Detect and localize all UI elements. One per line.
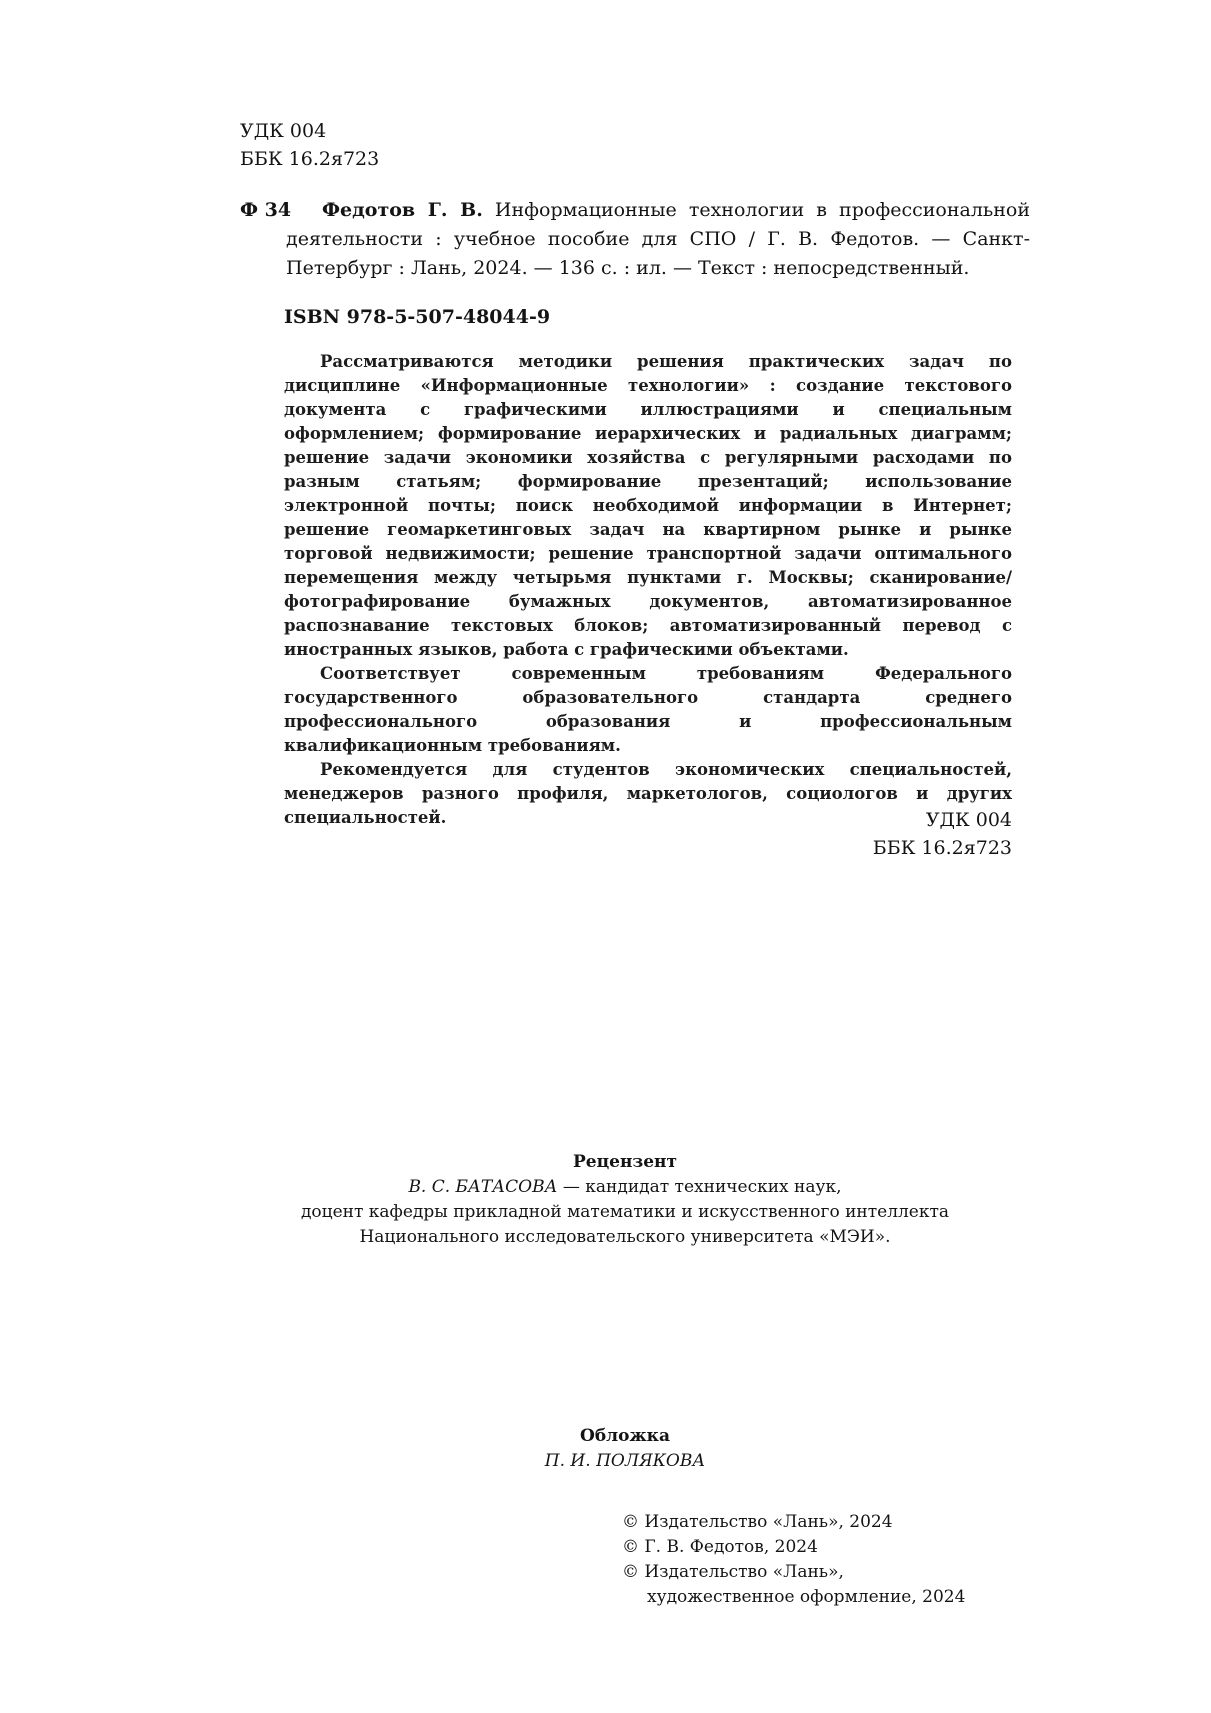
- reviewer-line: [250, 1175, 1000, 1200]
- copyright-line: © Издательство «Лань»,: [622, 1562, 844, 1582]
- cover-heading: Обложка: [580, 1426, 670, 1446]
- abstract-paragraph: Рассматриваются методики решения практических задач по дисциплине «Информационные технологии» : создание текстового документа с графическими иллюстрациями и специальным оформлением; формирование иерархических и радиальных диаграмм; решение задачи экономики хозяйства с регулярными расходами по разным статьям; формирование презентаций; использование электронной почты; поиск необходимой информации в Интернет; решение геомаркетинговых задач на квартирном рынке и рынке торговой недвижимости; решение транспортной задачи оптимального перемещения между четырьмя пунктами г. Москвы; сканирование/фотографирование бумажных документов, автоматизированное распознавание текстовых блоков; автоматизированный перевод с иностранных языков, работа с графическими объектами.: [284, 352, 1012, 659]
- bbk-code: ББК 16.2я723: [872, 837, 1012, 859]
- reviewer-position: доцент кафедры прикладной математики и искусственного интеллекта: [300, 1202, 950, 1222]
- reviewer-title: — кандидат технических наук,: [557, 1177, 842, 1197]
- reviewer-block: [250, 1150, 1000, 1250]
- copyright-line: художественное оформление, 2024: [647, 1587, 966, 1607]
- copyright-block: [622, 1510, 965, 1610]
- reviewer-heading: Рецензент: [572, 1152, 678, 1172]
- catalog-entry: [240, 196, 1030, 283]
- abstract-paragraph: Соответствует современным требованиям Федерального государственного образовательного стандарта среднего профессионального образования и профессиональным квалификационным требованиям.: [284, 664, 1012, 755]
- cover-designer: П. И. ПОЛЯКОВА: [544, 1451, 706, 1471]
- classification-top: [240, 117, 379, 173]
- copyright-line: © Издательство «Лань», 2024: [622, 1512, 893, 1532]
- abstract-paragraph: Рекомендуется для студентов экономических специальностей, менеджеров разного профиля, маркетологов, социологов и других специальностей.: [284, 760, 1012, 827]
- reviewer-affiliation: Национального исследовательского университета «МЭИ».: [359, 1227, 891, 1247]
- bbk-code: ББК 16.2я723: [240, 148, 380, 170]
- bibliographic-description: [286, 196, 1030, 283]
- description-text: Информационные технологии в профессиональной деятельности : учебное пособие для СПО / Г. В. Федотов. — Санкт-Петербург : Лань, 2024. — 136 с. : ил. — Текст : непосредственный.: [286, 199, 1030, 279]
- udk-code: УДК 004: [925, 809, 1012, 831]
- abstract: [284, 350, 1012, 830]
- copyright-line: © Г. В. Федотов, 2024: [622, 1537, 818, 1557]
- classification-bottom: [700, 806, 1012, 862]
- reviewer-name: В. С. БАТАСОВА: [408, 1177, 558, 1197]
- cover-block: [440, 1424, 810, 1474]
- isbn: ISBN 978-5-507-48044-9: [284, 306, 551, 328]
- udk-code: УДК 004: [240, 120, 327, 142]
- author-name: Федотов Г. В.: [322, 199, 483, 221]
- author-mark: Ф 34: [240, 199, 292, 221]
